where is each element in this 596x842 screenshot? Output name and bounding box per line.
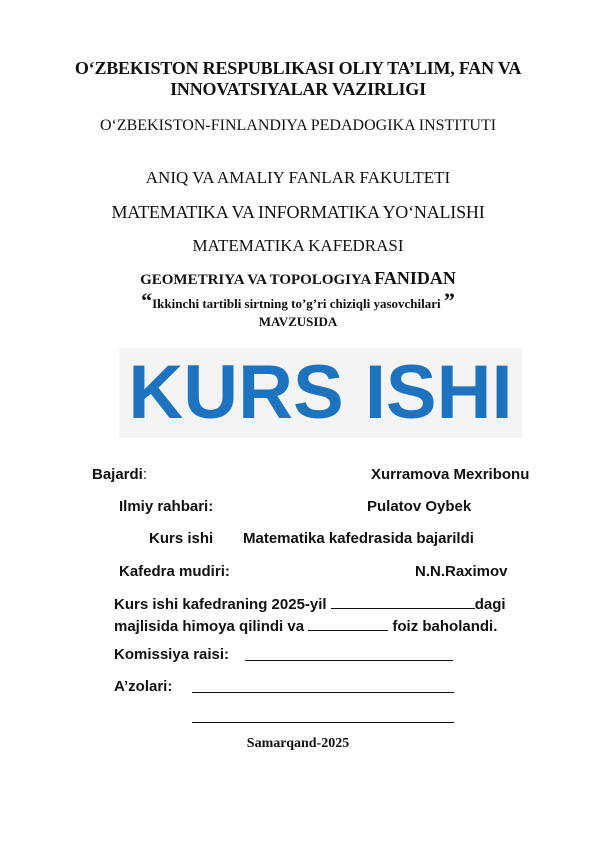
completion-label: Kurs ishi — [149, 530, 214, 547]
subject-line — [0, 268, 596, 289]
topic-block — [0, 288, 596, 331]
defense-grade-blank — [308, 617, 388, 631]
subject-suffix: FANIDAN — [374, 268, 456, 288]
defense-date-text: Kurs ishi kafedraning 2025-yil — [114, 596, 331, 613]
faculty-name: ANIQ VA AMALIY FANLAR FAKULTETI — [145, 168, 451, 187]
defense-date-suffix: dagi — [474, 596, 506, 613]
defense-grade-suffix: foiz baholandi. — [388, 618, 498, 635]
department-head-label: Kafedra mudiri: — [119, 563, 230, 580]
performer-colon: : — [142, 466, 148, 483]
performer-label: Bajardi — [92, 466, 143, 483]
performer-label-row — [92, 466, 147, 483]
advisor-label: Ilmiy rahbari: — [119, 498, 214, 515]
institute-name: O‘ZBEKISTON-FINLANDIYA PEDADOGIKA INSTITUTI — [99, 117, 497, 134]
completion-place: Matematika kafedrasida bajarildi — [243, 530, 474, 547]
defense-line-1 — [114, 595, 506, 613]
work-type-banner: KURS ISHI — [119, 348, 522, 438]
commission-members-label: A’zolari: — [114, 678, 173, 695]
commission-member-blank-1 — [192, 678, 454, 693]
defense-grade-text: majlisida himoya qilindi va — [114, 618, 309, 635]
commission-chair-label: Komissiya raisi: — [114, 646, 230, 663]
direction-name: MATEMATIKA VA INFORMATIKA YO‘NALISHI — [111, 202, 485, 222]
defense-line-2 — [114, 617, 497, 635]
ministry-name: O‘ZBEKISTON RESPUBLIKASI OLIY TA’LIM, FAN VA INNOVATSIYALAR VAZIRLIGI — [74, 58, 522, 99]
topic-suffix: MAVZUSIDA — [258, 314, 338, 329]
city-year: Samarqand-2025 — [246, 736, 350, 751]
advisor-name: Pulatov Oybek — [367, 498, 472, 515]
department-head-name: N.N.Raximov — [415, 563, 508, 580]
subject-name: GEOMETRIYA VA TOPOLOGIYA — [140, 272, 375, 288]
topic-close-quote: ” — [443, 288, 455, 313]
topic-open-quote: “ — [141, 288, 153, 313]
defense-date-blank — [331, 595, 475, 609]
topic-title: Ikkinchi tartibli sirtning to’g’ri chiziqli yasovchilari — [152, 296, 444, 311]
commission-member-blank-2 — [192, 708, 454, 723]
performer-name: Xurramova Mexribonu — [371, 466, 530, 483]
commission-chair-blank — [245, 646, 453, 661]
department-name: MATEMATIKA KAFEDRASI — [192, 236, 404, 255]
